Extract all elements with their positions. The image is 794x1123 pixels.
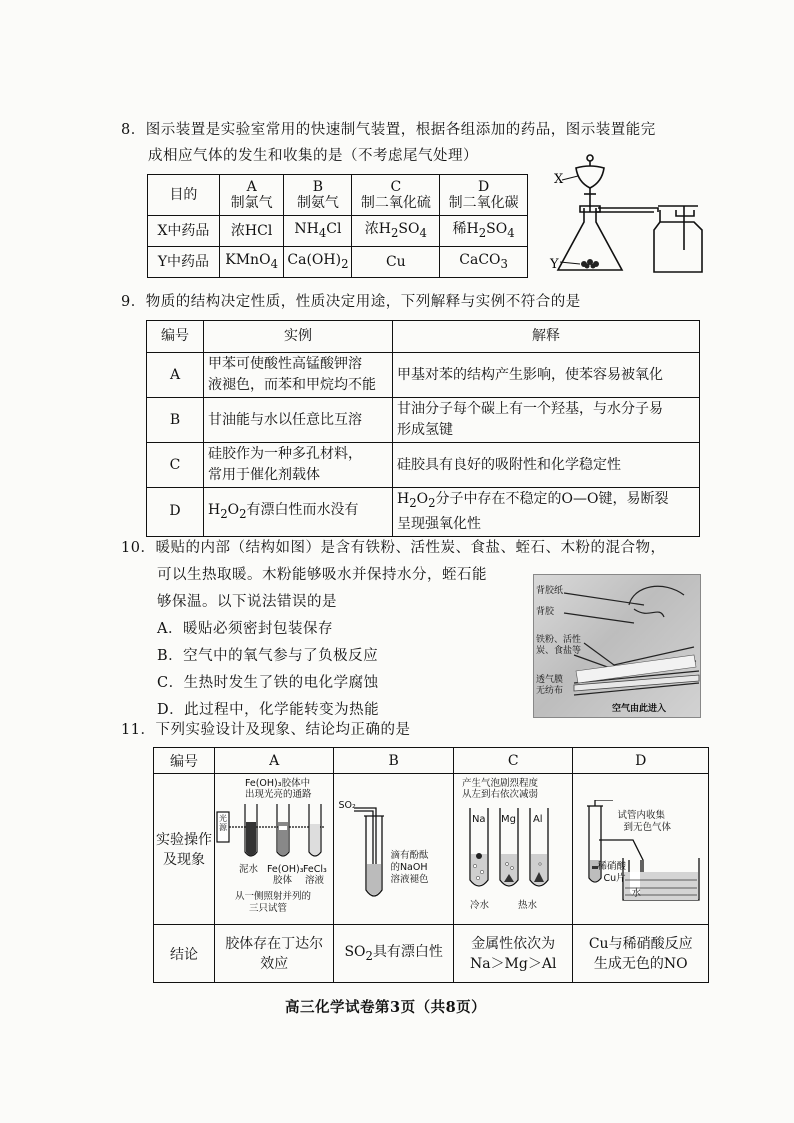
q8-x-b: $NH_4Cl$ <box>284 216 352 247</box>
q11-conclusion-b: $SO_2$具有漂白性 <box>334 925 454 983</box>
q11-b-note1: 滴有酚酞 <box>390 850 429 861</box>
q11-d-note1: 试管内收集 <box>617 810 665 821</box>
q8-header-b: B 制氨气 <box>284 175 352 216</box>
q11-header-a: A <box>214 748 334 774</box>
q11-header-d: D <box>573 748 709 774</box>
q11-a-bottom2: 三只试管 <box>248 903 287 914</box>
q11-a-tube2-label1: Fe(OH)₃ <box>266 864 304 875</box>
q9-row-a-explain: 甲基对苯的结构产生影响，使苯容易被氧化 <box>393 353 700 398</box>
q11-cell-b-figure <box>334 774 454 925</box>
q11-a-tube3-label2: 溶液 <box>304 875 324 886</box>
q9-row-d-example: $H_2O_2$有漂白性而水没有 <box>204 488 393 537</box>
q11-b-gas-label: SO₂ <box>338 800 356 811</box>
q9-row-c-id: C <box>147 443 204 488</box>
q10-option-a: A．暖贴必须密封包装保存 <box>157 621 333 637</box>
q9-header-explain: 解释 <box>393 321 700 353</box>
q11-cell-c-figure <box>453 774 573 925</box>
q11-conclusion-d: Cu与稀硝酸反应 生成无色的NO <box>573 925 709 983</box>
q11-c-cold-water: 冷水 <box>469 900 489 911</box>
q11-b-note3: 溶液褪色 <box>390 874 429 885</box>
q11-a-tubes <box>215 800 332 864</box>
q9-table <box>146 320 700 537</box>
q11-header-c: C <box>453 748 573 774</box>
q11-b-note2: 的NaOH <box>390 862 428 873</box>
q10-label-iron-powder: 铁粉、活性 <box>536 635 582 645</box>
q11-a-light-source: 光源 <box>218 814 227 832</box>
q11-a-top1: Fe(OH)₃胶体中 <box>244 778 311 789</box>
q11-d-copper-label: Cu片 <box>603 873 626 884</box>
q9-row-d-id: D <box>147 488 204 537</box>
q9-header-example: 实例 <box>204 321 393 353</box>
q11-conclusion-c: 金属性依次为 Na＞Mg＞Al <box>453 925 573 983</box>
q11-a-top2: 出现光亮的通路 <box>244 789 312 800</box>
q8-stem-line2: 成相应气体的发生和收集的是（不考虑尾气处理） <box>148 148 478 164</box>
q8-row-x-label: X中药品 <box>148 216 220 247</box>
page-footer: 高三化学试卷第3页（共8页） <box>285 999 487 1016</box>
q11-row-conclusion-label: 结论 <box>154 925 215 983</box>
q8-header-d: D 制二氧化碳 <box>440 175 528 216</box>
q11-header-b: B <box>334 748 454 774</box>
q8-x-a: 浓HCl <box>219 216 284 247</box>
q11-conclusion-a: 胶体存在丁达尔 效应 <box>214 925 334 983</box>
q11-stem: 11．下列实验设计及现象、结论均正确的是 <box>121 722 411 738</box>
q10-stem-line2: 可以生热取暖。木粉能够吸水并保持水分，蛭石能 <box>157 567 487 583</box>
q9-row-c-explain: 硅胶具有良好的吸附性和化学稳定性 <box>393 443 700 488</box>
q11-c-top1: 产生气泡剧烈程度 <box>461 778 538 789</box>
q9-header-id: 编号 <box>147 321 204 353</box>
q8-apparatus-figure <box>548 150 708 280</box>
q9-row-b-id: B <box>147 398 204 443</box>
q11-a-tube1-label: 泥水 <box>238 864 258 875</box>
q8-label-y: Y <box>550 257 559 272</box>
q8-table <box>147 174 528 278</box>
q8-header-purpose: 目的 <box>148 175 220 216</box>
q10-label-nonwoven: 无纺布 <box>536 686 564 696</box>
q11-c-metal-na: Na <box>471 814 486 825</box>
q11-c-metal-mg: Mg <box>500 814 516 825</box>
q11-a-bottom1: 从一侧照射并列的 <box>234 891 311 902</box>
q10-option-d: D．此过程中，化学能转变为热能 <box>157 702 380 718</box>
q8-y-b: $Ca(OH)_2$ <box>284 247 352 278</box>
q8-x-d: 稀$H_2SO_4$ <box>440 216 528 247</box>
q10-stem-line1: 10．暖贴的内部（结构如图）是含有铁粉、活性炭、食盐、蛭石、木粉的混合物， <box>121 540 666 556</box>
q9-row-a-example: 甲苯可使酸性高锰酸钾溶 液褪色，而苯和甲烷均不能 <box>204 353 393 398</box>
q8-header-a: A 制氯气 <box>219 175 284 216</box>
q11-cell-a-figure <box>214 774 334 925</box>
q8-x-c: 浓$H_2SO_4$ <box>352 216 440 247</box>
q10-option-c: C．生热时发生了铁的电化学腐蚀 <box>157 675 379 691</box>
q11-header-id: 编号 <box>154 748 215 774</box>
q8-row-y-label: Y中药品 <box>148 247 220 278</box>
q11-a-tube2-label2: 胶体 <box>272 875 292 886</box>
q10-label-air-entry: 空气由此进入 <box>612 704 667 714</box>
q11-d-acid-label: 稀硝酸 <box>597 861 626 872</box>
q8-header-c: C 制二氧化硫 <box>352 175 440 216</box>
q10-label-carbon-salt: 炭、食盐等 <box>536 646 582 656</box>
q10-label-adhesive: 背胶 <box>536 607 555 617</box>
q11-c-metal-al: Al <box>532 814 543 825</box>
q8-label-x: X <box>554 172 564 187</box>
q9-row-d-explain: $H_2O_2$分子中存在不稳定的O—O键，易断裂 呈现强氧化性 <box>393 488 700 537</box>
q11-d-note2: 到无色气体 <box>623 822 671 833</box>
q11-c-hot-water: 热水 <box>517 900 537 911</box>
q8-y-c: Cu <box>352 247 440 278</box>
q10-label-membrane: 透气膜 <box>536 675 564 685</box>
q11-row-operation-label: 实验操作 及现象 <box>154 774 215 925</box>
q8-y-d: CaCO$_3$ <box>440 247 528 278</box>
q11-a-tube3-label1: FeCl₃ <box>302 864 327 875</box>
q9-row-c-example: 硅胶作为一种多孔材料， 常用于催化剂载体 <box>204 443 393 488</box>
q9-row-a-id: A <box>147 353 204 398</box>
q9-stem: 9．物质的结构决定性质，性质决定用途，下列解释与实例不符合的是 <box>121 294 581 310</box>
q10-label-backing-paper: 背胶纸 <box>536 586 564 596</box>
q10-handwarmer-photo <box>533 574 701 718</box>
q11-cell-d-figure <box>573 774 709 925</box>
q9-row-b-explain: 甘油分子每个碳上有一个羟基，与水分子易 形成氢键 <box>393 398 700 443</box>
q11-c-top2: 从左到右依次减弱 <box>461 789 538 800</box>
q11-table <box>153 747 709 983</box>
q9-row-b-example: 甘油能与水以任意比互溶 <box>204 398 393 443</box>
q10-stem-line3: 够保温。以下说法错误的是 <box>157 594 337 610</box>
q8-y-a: KMnO$_4$ <box>219 247 284 278</box>
q10-option-b: B．空气中的氧气参与了负极反应 <box>157 648 379 664</box>
q11-d-water-label: 水 <box>631 888 641 899</box>
q8-stem-line1: 8．图示装置是实验室常用的快速制气装置，根据各组添加的药品，图示装置能完 <box>121 122 656 138</box>
